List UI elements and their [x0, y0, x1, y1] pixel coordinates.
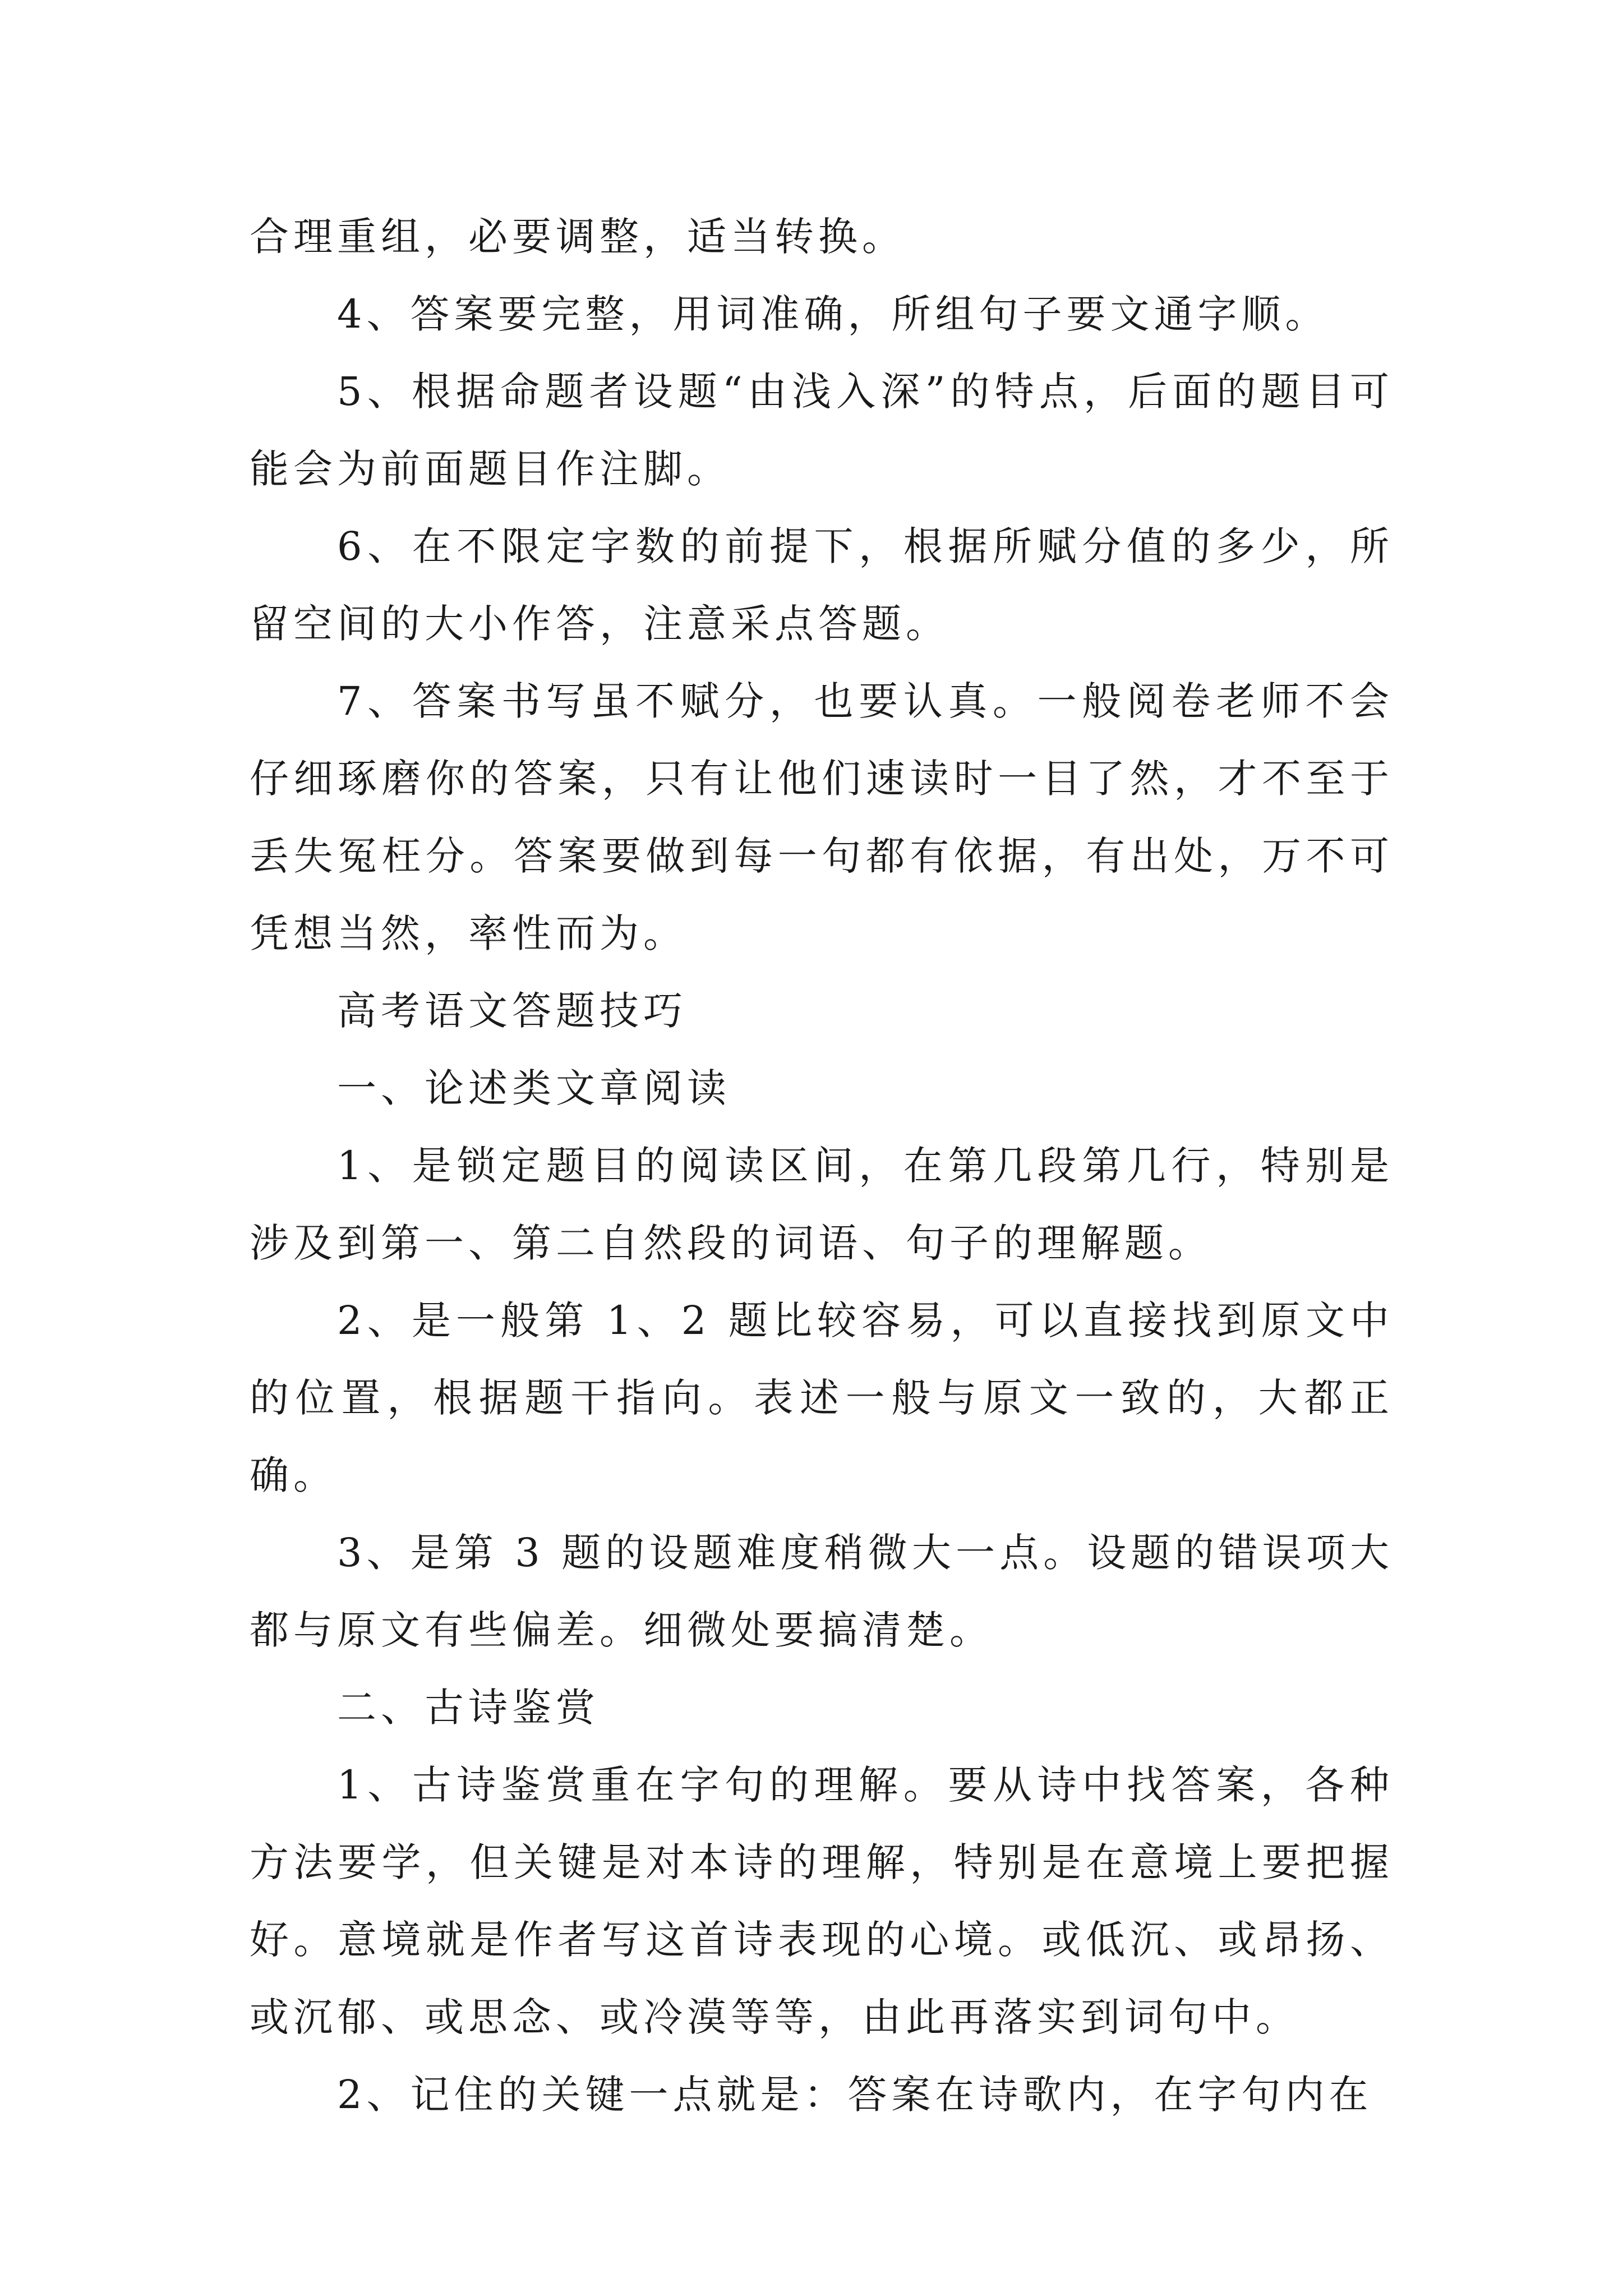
paragraph-item-5: 5、根据命题者设题“由浅入深”的特点，后面的题目可能会为前面题目作注脚。	[250, 369, 1394, 492]
section-title: 高考语文答题技巧	[337, 988, 687, 1034]
paragraph-argumentative-2: 2、是一般第 1、2 题比较容易，可以直接找到原文中的位置，根据题干指向。表述一般与原文一致的，大都正确。	[250, 1297, 1394, 1498]
paragraph-argumentative-3: 3、是第 3 题的设题难度稍微大一点。设题的错误项大都与原文有些偏差。细微处要搞清楚。	[250, 1530, 1394, 1653]
paragraph-item-6: 6、在不限定字数的前提下，根据所赋分值的多少，所留空间的大小作答，注意采点答题。	[250, 523, 1394, 647]
paragraph-argumentative-1: 1、是锁定题目的阅读区间，在第几段第几行，特别是涉及到第一、第二自然段的词语、句子的理解题。	[250, 1143, 1394, 1266]
paragraph-poetry-1: 1、古诗鉴赏重在字句的理解。要从诗中找答案，各种方法要学，但关键是对本诗的理解，特别是在意境上要把握好。意境就是作者写这首诗表现的心境。或低沉、或昂扬、或沉郁、或思念、或冷漠等等，由此再落实到词句中。	[250, 1762, 1394, 2040]
paragraph-continuation: 合理重组，必要调整，适当转换。	[250, 214, 906, 260]
paragraph-poetry-2: 2、记住的关键一点就是：答案在诗歌内，在字句内在	[337, 2072, 1373, 2118]
paragraph-item-7: 7、答案书写虽不赋分，也要认真。一般阅卷老师不会仔细琢磨你的答案，只有让他们速读时一目了然，才不至于丢失冤枉分。答案要做到每一句都有依据，有出处，万不可凭想当然，率性而为。	[250, 678, 1394, 956]
subsection-heading-poetry: 二、古诗鉴赏	[337, 1685, 600, 1731]
document-body	[250, 198, 1394, 2133]
paragraph-item-4: 4、答案要完整，用词准确，所组句子要文通字顺。	[337, 291, 1329, 337]
subsection-heading-argumentative: 一、论述类文章阅读	[337, 1065, 731, 1111]
